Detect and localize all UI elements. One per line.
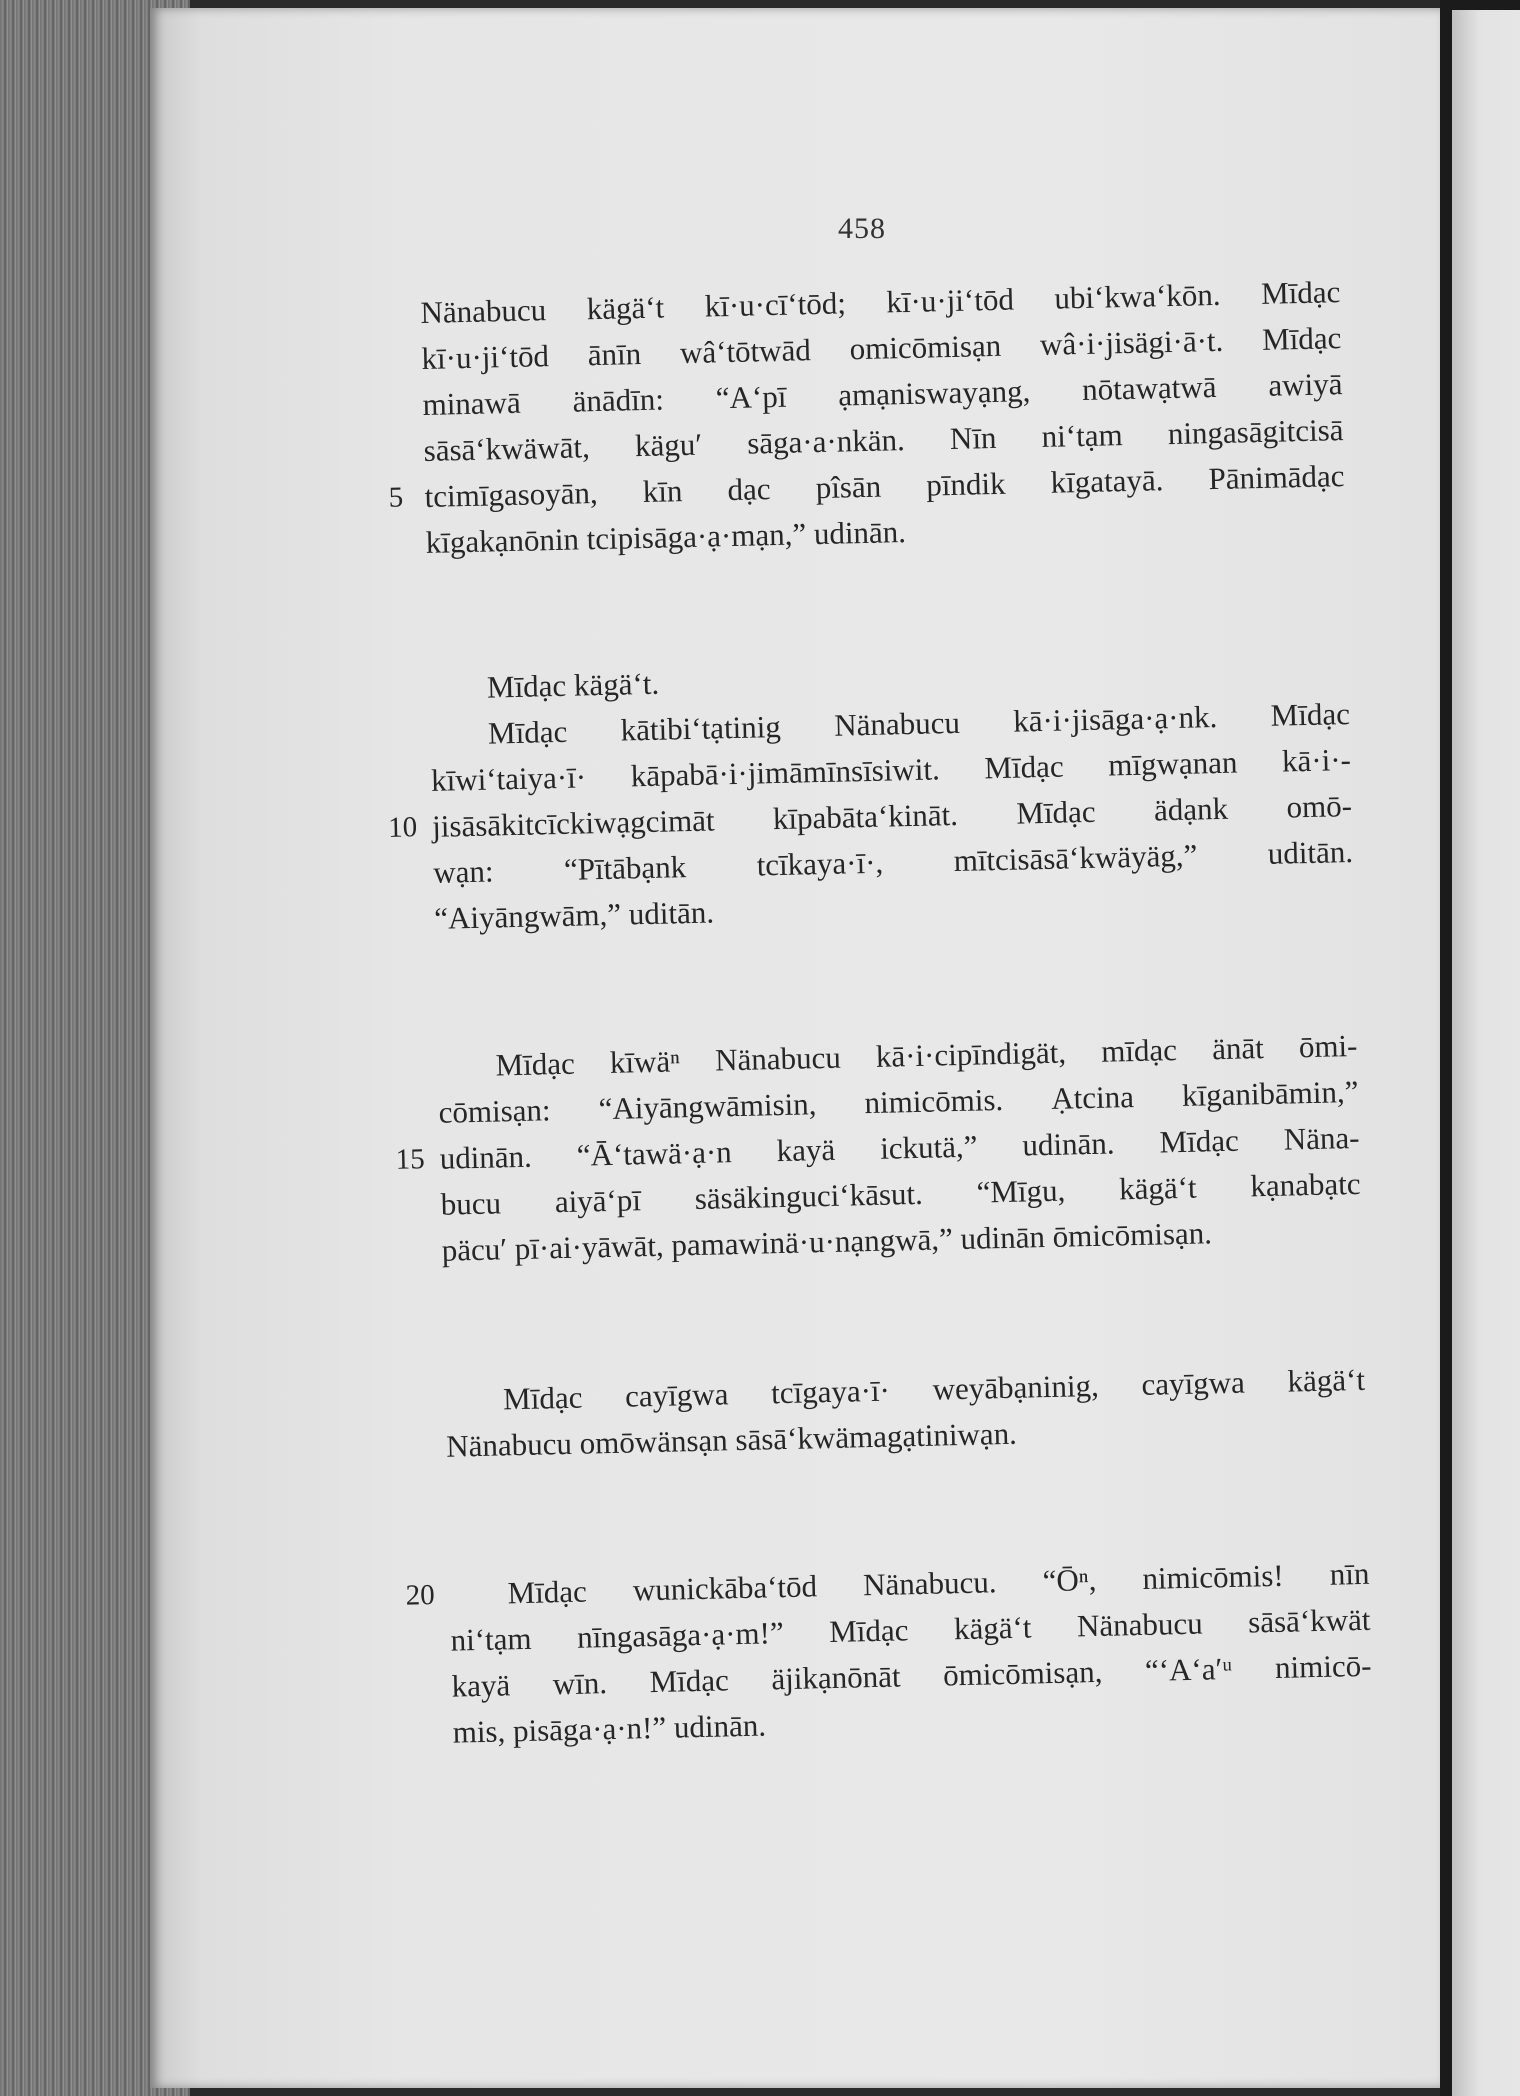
paragraph-5 bbox=[405, 1551, 1373, 1756]
line-number: 5 bbox=[388, 481, 404, 514]
text-line: Mīdạc kīwäⁿ Nänabucu kā·i·cipīndigät, mīdạc änāt ōmi- bbox=[495, 1027, 1358, 1083]
text-line-content: Mīdạc wunickāba‘tōd Nänabucu. “Ōⁿ, nimicōmis! nīn bbox=[507, 1555, 1370, 1611]
text-line: kīgakạnōnin tcipisāga·ạ·mạn,” udinān. bbox=[425, 514, 907, 560]
text-line-content: udinān. “Ā‘tawä·ạ·n kayä ickutä,” udinān. Mīdạc Näna- bbox=[439, 1119, 1360, 1176]
text-line: mis, pisāga·ạ·n!” udinān. bbox=[452, 1707, 767, 1750]
text-line: päcu′ pī·ai·yāwāt, pamawinä·u·nạngwā,” udinān ōmicōmisạn. bbox=[441, 1215, 1213, 1268]
text-line: sāsā‘kwäwāt, kägu′ sāga·a·nkän. Nīn ni‘tạm ningasāgitcisā bbox=[423, 412, 1344, 468]
facing-page-edge bbox=[1452, 10, 1520, 2096]
text-line: kī·u·ji‘tōd ānīn wâ‘tōtwād omicōmisạn wâ·i·jisägi·ā·t. Mīdạc bbox=[421, 320, 1342, 376]
text-line: cōmisạn: “Aiyāngwāmisin, nimicōmis. Ạtcina kīganibāmin,” bbox=[438, 1073, 1359, 1130]
text-line: “Aiyāngwām,” uditān. bbox=[433, 894, 715, 936]
paragraph-2 bbox=[387, 645, 1355, 942]
page-number: 458 bbox=[838, 212, 886, 245]
text-line: kīwi‘taiya·ī· kāpabā·i·jimāmīnsīsiwit. Mīdạc mīgwạnan kā·i·- bbox=[430, 742, 1352, 798]
text-body bbox=[387, 269, 1373, 1755]
text-line-content: jisāsākitcīckiwạgcimāt kīpabāta‘kināt. Mīdạc ädạnk omō- bbox=[431, 787, 1353, 844]
paragraph-3 bbox=[395, 1023, 1362, 1274]
text-line: kayä wīn. Mīdạc äjikạnōnāt ōmicōmisạn, “‘A‘a′ᵘ nimicō- bbox=[451, 1647, 1372, 1704]
text-line: wạn: “Pītābạnk tcīkaya·ī·, mītcisāsā‘kwäyäg,” uditān. bbox=[432, 833, 1354, 890]
line-number: 15 bbox=[395, 1143, 426, 1176]
text-line: Nänabucu omōwänsạn sāsā‘kwämagạtiniwạn. bbox=[445, 1415, 1018, 1464]
text-line: Nänabucu kägä‘t kī·u·cī‘tōd; kī·u·ji‘tōd ubi‘kwa‘kōn. Mīdạc bbox=[420, 274, 1341, 330]
text-line: minawā änādīn: “A‘pī ạmạniswayạng, nōtawạtwā awiyā bbox=[422, 366, 1343, 422]
text-line-content: tcimīgasoyān, kīn dạc pîsān pīndik kīgatayā. Pānimādạc bbox=[424, 458, 1345, 514]
line-number: 20 bbox=[405, 1579, 435, 1612]
text-line: Mīdạc kātibi‘tạtinig Nänabucu kā·i·jisāga·ạ·nk. Mīdạc bbox=[487, 696, 1351, 751]
line-number: 10 bbox=[387, 811, 418, 844]
paragraph-1 bbox=[388, 269, 1346, 566]
text-line: ni‘tạm nīngasāga·ạ·m!” Mīdạc kägä‘t Nänabucu sāsā‘kwät bbox=[450, 1601, 1371, 1658]
text-line: bucu aiyā‘pī säsäkinguci‘kāsut. “Mīgu, kägä‘t kạnabạtc bbox=[440, 1165, 1361, 1222]
text-line: Mīdạc cayīgwa tcīgaya·ī· weyābạninig, cayīgwa kägä‘t bbox=[502, 1361, 1366, 1417]
text-line: Mīdạc kägä‘t. bbox=[486, 665, 660, 705]
